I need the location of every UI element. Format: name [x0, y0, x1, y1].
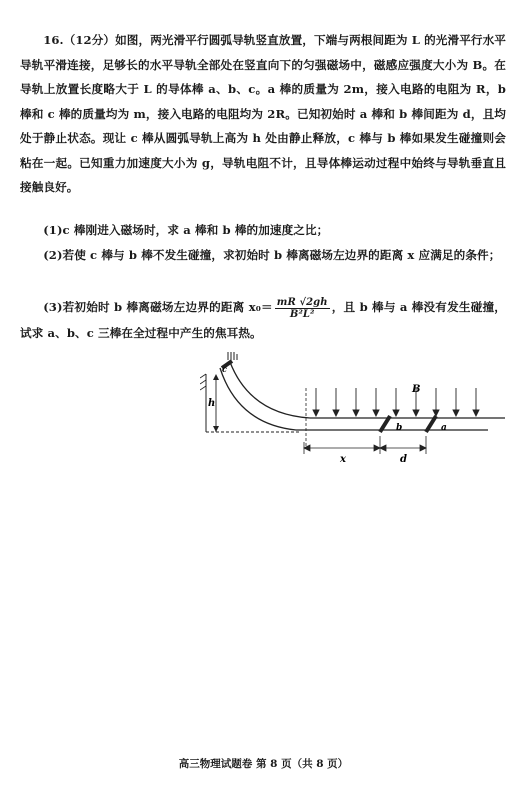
sub-question-3-lead: (3)若初始时 b 棒离磁场左边界的距离 x₀＝ [43, 300, 273, 314]
sub-question-3 [20, 294, 506, 346]
curved-rail-front [220, 368, 296, 430]
label-b: b [396, 423, 403, 433]
label-h: h [208, 398, 216, 409]
rail-diagram [200, 352, 510, 472]
label-x: x [340, 454, 346, 465]
x0-formula-denominator: B²L² [289, 308, 315, 320]
label-c: c [222, 364, 227, 374]
magnetic-field-arrows [313, 388, 479, 416]
curved-rail-back [230, 362, 310, 418]
x0-formula-numerator: mR √2gh [276, 296, 328, 308]
release-holder-icon [228, 352, 237, 360]
label-B: B [412, 384, 421, 395]
sub-question-3-tail: ，且 b 棒与 a 棒没有发生碰撞，试求 a、b、c 三棒在全过程中产生的焦耳热。 [20, 300, 506, 340]
x0-formula [275, 297, 330, 320]
hatched-support [200, 374, 206, 432]
dimension-x [304, 436, 380, 454]
page-footer: 高三物理试题卷 第 8 页（共 8 页） [178, 758, 349, 770]
label-d: d [400, 454, 407, 465]
label-a: a [441, 423, 447, 433]
question-16-stem: 16.（12分）如图，两光滑平行圆弧导轨竖直放置，下端与两根间距为 L 的光滑平行水平导轨平滑连接，足够长的水平导轨全部处在竖直向下的匀强磁场中，磁感应强度大小为 B。在导轨上放置长度略大于 L 的导体棒 a、b、c。a 棒的质量为 2m，接入电路的电阻为 R，b 棒和 c 棒的质量均为 m，接入电路的电阻均为 2R。已知初始时 a 棒和 b 棒间距为 d，且均处于静止状态。现让 c 棒从圆弧导轨上高为 h 处由静止释放，c 棒与 b 棒如果发生碰撞则会粘在一起。已知重力加速度大小为 g，导轨电阻不计，且导体棒运动过程中始终与导轨垂直且接触良好。 [20, 33, 506, 194]
sub-question-1: (1)c 棒刚进入磁场时，求 a 棒和 b 棒的加速度之比； [43, 223, 329, 237]
sub-question-2: (2)若使 c 棒与 b 棒不发生碰撞，求初始时 b 棒离磁场左边界的距离 x 应满足的条件； [43, 248, 501, 262]
dimension-d [380, 436, 426, 454]
